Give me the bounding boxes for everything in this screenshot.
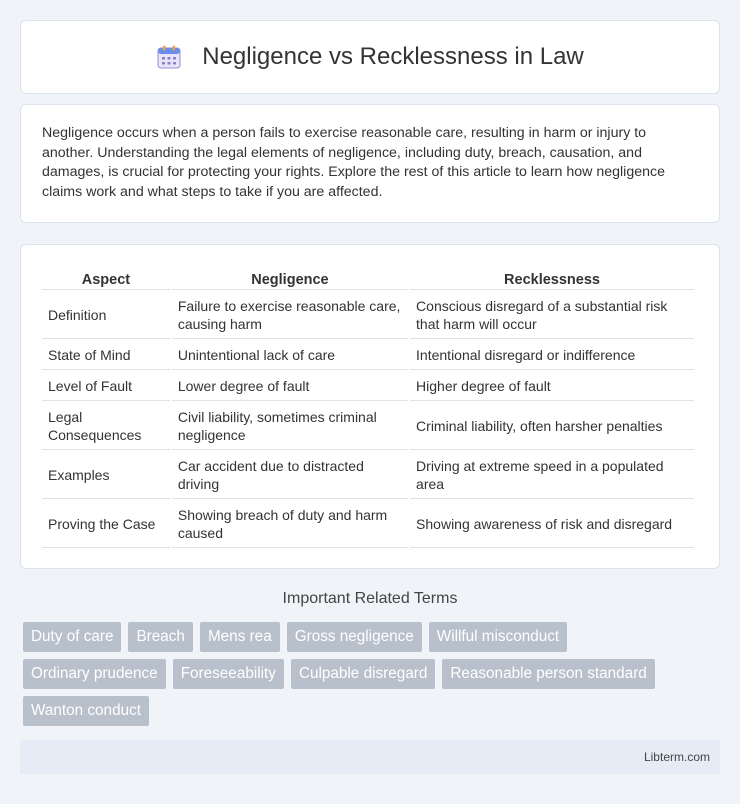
table-row: [42, 499, 694, 548]
tag-foreseeability[interactable]: Foreseeability: [173, 659, 284, 689]
table-cell: Examples: [42, 450, 170, 499]
page-title: Negligence vs Recklessness in Law: [202, 43, 584, 70]
table-cell: Intentional disregard or indifference: [410, 339, 694, 370]
tag-willful-misconduct[interactable]: Willful misconduct: [429, 622, 567, 652]
intro-text: Negligence occurs when a person fails to exercise reasonable care, resulting in harm or injury to another. Understanding the legal elements of negligence, including duty, breach, causation, and damages, is crucial for protecting your rights. Explore the rest of this article to learn how negligence claims work and what steps to take if you are affected.: [42, 125, 665, 200]
footer-site-link[interactable]: Libterm.com: [643, 750, 710, 764]
tag-gross-negligence[interactable]: Gross negligence: [287, 622, 422, 652]
intro-card: [20, 104, 720, 223]
table-row: [42, 290, 694, 339]
table-cell: Unintentional lack of care: [172, 339, 408, 370]
table-row: [42, 339, 694, 370]
tag-culpable-disregard[interactable]: Culpable disregard: [291, 659, 435, 689]
table-cell: Showing awareness of risk and disregard: [410, 499, 694, 548]
table-cell: Level of Fault: [42, 370, 170, 401]
header-recklessness: Recklessness: [410, 267, 694, 290]
header-negligence: Negligence: [172, 267, 408, 290]
table-cell: Criminal liability, often harsher penalties: [410, 401, 694, 450]
tag-mens-rea[interactable]: Mens rea: [200, 622, 280, 652]
table-row: [42, 450, 694, 499]
table-cell: Proving the Case: [42, 499, 170, 548]
table-row: [42, 370, 694, 401]
tag-breach[interactable]: Breach: [128, 622, 192, 652]
table-cell: Showing breach of duty and harm caused: [172, 499, 408, 548]
table-row: [42, 401, 694, 450]
header-aspect: Aspect: [42, 267, 170, 290]
tag-duty-of-care[interactable]: Duty of care: [23, 622, 121, 652]
related-terms-title: Important Related Terms: [282, 590, 458, 607]
comparison-table: [40, 267, 696, 548]
table-cell: Lower degree of fault: [172, 370, 408, 401]
table-cell: Definition: [42, 290, 170, 339]
footer: [20, 740, 720, 774]
calendar-icon: [156, 44, 182, 70]
tag-ordinary-prudence[interactable]: Ordinary prudence: [23, 659, 166, 689]
table-cell: Driving at extreme speed in a populated area: [410, 450, 694, 499]
table-cell: Legal Consequences: [42, 401, 170, 450]
title-wrap: [156, 43, 584, 71]
table-cell: Car accident due to distracted driving: [172, 450, 408, 499]
table-cell: State of Mind: [42, 339, 170, 370]
tag-wanton-conduct[interactable]: Wanton conduct: [23, 696, 149, 726]
table-cell: Higher degree of fault: [410, 370, 694, 401]
table-cell: Failure to exercise reasonable care, causing harm: [172, 290, 408, 339]
header-card: [20, 20, 720, 94]
table-cell: Conscious disregard of a substantial risk that harm will occur: [410, 290, 694, 339]
table-header-row: [42, 267, 694, 290]
table-cell: Civil liability, sometimes criminal negligence: [172, 401, 408, 450]
related-terms-list: [23, 622, 723, 733]
comparison-table-card: [20, 244, 720, 569]
tag-reasonable-person-standard[interactable]: Reasonable person standard: [442, 659, 654, 689]
